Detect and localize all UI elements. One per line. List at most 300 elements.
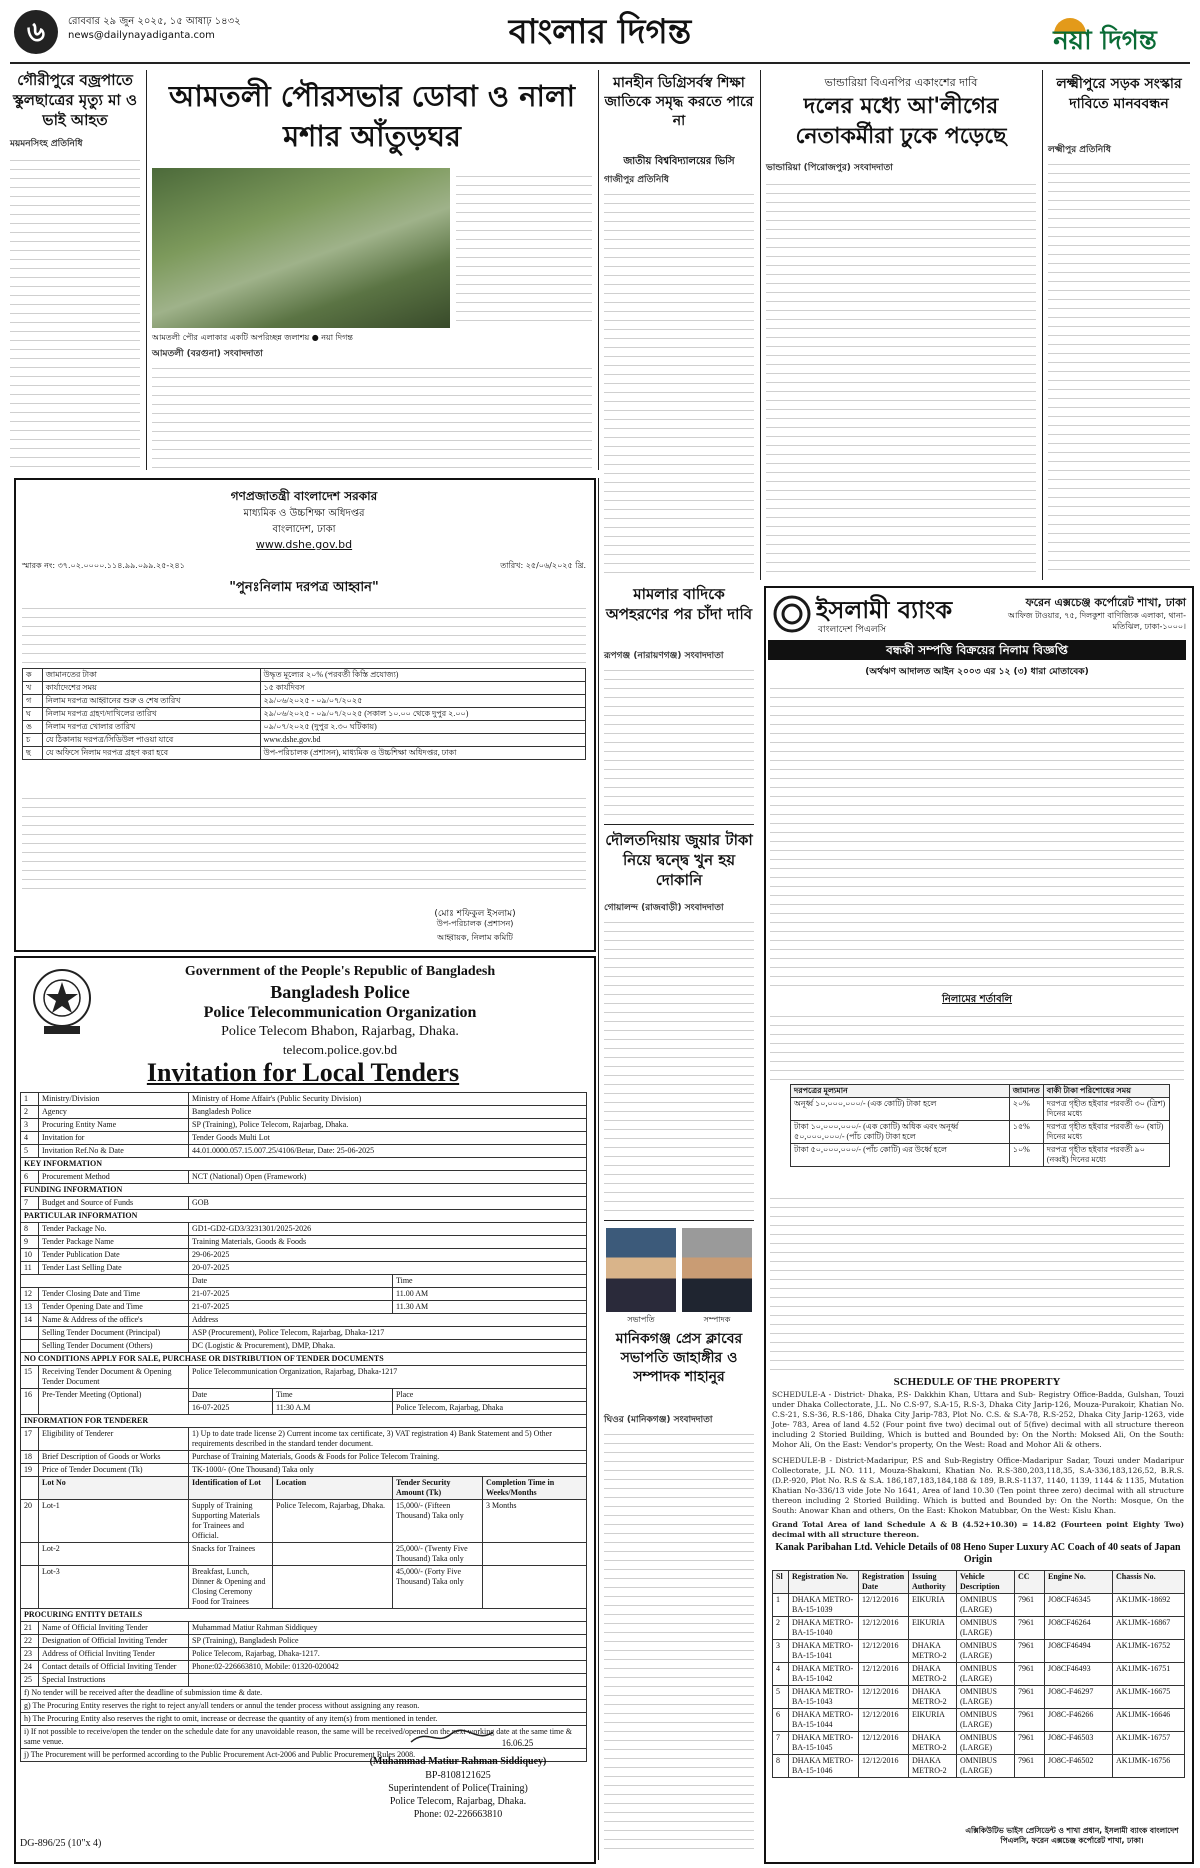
story-amtali-body bbox=[152, 360, 592, 470]
police-dg: DG-896/25 (10"x 4) bbox=[20, 1838, 102, 1849]
police-row bbox=[21, 1262, 587, 1275]
police-row-num: 9 bbox=[21, 1236, 39, 1249]
police-row-key: Address of Official Inviting Tender bbox=[39, 1648, 189, 1661]
vehicle-cc: 7961 bbox=[1015, 1755, 1045, 1778]
dshe-row-value: উপ-পরিচালক (প্রশাসন), মাধ্যমিক ও উচ্চশিক্ষা অধিদপ্তর, ঢাকা bbox=[260, 747, 585, 760]
vehicle-cc: 7961 bbox=[1015, 1663, 1045, 1686]
police-bp: BP-8108121625 bbox=[425, 1770, 491, 1781]
lot-no: Lot-3 bbox=[39, 1566, 189, 1609]
bank-branch-addr: আফিজ টাওয়ার, ৭৫, দিলকুশা বাণিজ্যিক এলাকা, থানা-মতিঝিল, ঢাকা-১০০০। bbox=[1007, 611, 1186, 631]
lot-ident: Supply of Training Supporting Materials for Trainees and Official. bbox=[189, 1500, 273, 1543]
police-lot-head bbox=[21, 1477, 587, 1500]
story-manikganj-headline: মানিকগঞ্জ প্রেস ক্লাবের সভাপতি জাহাঙ্গীর ও সম্পাদক শাহানুর bbox=[615, 1331, 743, 1385]
police-row bbox=[21, 1327, 587, 1340]
vehicle-cc: 7961 bbox=[1015, 1640, 1045, 1663]
police-sign-date: 16.06.25 bbox=[501, 1738, 534, 1748]
police-row-value: Address bbox=[189, 1314, 587, 1327]
police-row-value: DC (Logistic & Procurement), DMP, Dhaka. bbox=[189, 1340, 587, 1353]
vehicle-row bbox=[773, 1732, 1185, 1755]
dateline: রোববার ২৯ জুন ২০২৫, ১৫ আষাঢ় ১৪৩২ bbox=[68, 16, 241, 27]
police-instruction: h) The Procuring Entity also reserves the right to omit, increase or decrease the quantity of any item(s) from mentioned in tender. bbox=[21, 1713, 587, 1726]
vehicle-chassis: AK1JMK-16756 bbox=[1113, 1755, 1185, 1778]
police-row-value: Police Telecom, Rajarbag, Dhaka-1217. bbox=[189, 1648, 587, 1661]
police-opening-num: 13 bbox=[21, 1301, 39, 1314]
bank-conditions-2 bbox=[770, 1190, 1184, 1370]
police-row bbox=[21, 1464, 587, 1477]
police-row-value: Bangladesh Police bbox=[189, 1106, 587, 1119]
manikganj-caption-2: সম্পাদক bbox=[703, 1315, 731, 1324]
dshe-signer: (মোঃ শফিকুল ইসলাম) bbox=[434, 909, 516, 919]
police-instruction: g) The Procuring Entity reserves the right to reject any/all tenders or annul the tender process without assigning any reason. bbox=[21, 1700, 587, 1713]
vehicle-date: 12/12/2016 bbox=[859, 1640, 909, 1663]
vehicle-desc: OMNIBUS (LARGE) bbox=[957, 1594, 1015, 1617]
police-row-value: 20-07-2025 bbox=[189, 1262, 587, 1275]
dshe-row-value: ২৯/০৬/২০২৫ - ০৯/০৭/২০২৫ (সকাল ১০.০০ থেকে দুপুর ২.০০) bbox=[260, 708, 585, 721]
col-rule-5 bbox=[598, 478, 599, 1860]
police-org: Police Telecommunication Organization bbox=[203, 1004, 477, 1021]
vehicle-reg: DHAKA METRO-BA-15-1043 bbox=[789, 1686, 859, 1709]
police-instruction: j) The Procurement will be performed according to the Public Procurement Act-2006 and Public Procurement Rules 2008. bbox=[21, 1749, 587, 1762]
police-row-num bbox=[21, 1327, 39, 1340]
deposit-days: দরপত্র গৃহীত হইবার পরবর্তী ৩০ (ত্রিশ) দিনের মধ্যে bbox=[1043, 1098, 1169, 1121]
police-closing-key: Tender Closing Date and Time bbox=[39, 1288, 189, 1301]
police-row bbox=[21, 1119, 587, 1132]
police-row-key: Procurement Method bbox=[39, 1171, 189, 1184]
police-row bbox=[21, 1249, 587, 1262]
police-section-row bbox=[21, 1158, 587, 1171]
police-lot-head-loc: Location bbox=[273, 1477, 393, 1500]
police-signer: (Muhammad Matiur Rahman Siddiquey) bbox=[369, 1756, 547, 1767]
logo-text: নয়া দিগন্ত bbox=[1053, 26, 1157, 56]
lot-location bbox=[273, 1543, 393, 1566]
police-row-num: 2 bbox=[21, 1106, 39, 1119]
police-row bbox=[21, 1314, 587, 1327]
police-instruction: i) If not possible to receive/open the tender on the schedule date for any unavoidable reason, the same will be received/opened on the next working date at the same time & same venue. bbox=[21, 1726, 587, 1749]
story-bhandaria-body bbox=[766, 176, 1036, 576]
police-row bbox=[21, 1093, 587, 1106]
vehicle-auth: DHAKA METRO-2 bbox=[909, 1663, 957, 1686]
police-row-num: 21 bbox=[21, 1622, 39, 1635]
police-row-value: NCT (National) Open (Framework) bbox=[189, 1171, 587, 1184]
vehicle-sl: 2 bbox=[773, 1617, 789, 1640]
police-web[interactable]: telecom.police.gov.bd bbox=[282, 1042, 398, 1057]
police-row-key: Invitation for bbox=[39, 1132, 189, 1145]
vehicle-sl: 5 bbox=[773, 1686, 789, 1709]
mid-rule-1 bbox=[604, 824, 754, 825]
story-degree-sub: জাতীয় বিশ্ববিদ্যালয়ের ভিসি bbox=[623, 156, 735, 167]
police-row-key: Tender Package Name bbox=[39, 1236, 189, 1249]
vehicle-desc: OMNIBUS (LARGE) bbox=[957, 1755, 1015, 1778]
deposit-amount: টাকা ৫০,০০০,০০০/- (পাঁচ কোটি) এর উর্ধ্বে হলে bbox=[791, 1144, 1010, 1167]
police-funding: FUNDING INFORMATION bbox=[21, 1184, 587, 1197]
bank-schedule-title: SCHEDULE OF THE PROPERTY bbox=[893, 1376, 1061, 1388]
dshe-row-label: কার্যাদেশের সময় bbox=[42, 682, 260, 695]
police-row-value: Muhammad Matiur Rahman Siddiquey bbox=[189, 1622, 587, 1635]
police-row-key: Contact details of Official Inviting Tender bbox=[39, 1661, 189, 1674]
dshe-row bbox=[23, 669, 586, 682]
lot-ident: Snacks for Trainees bbox=[189, 1543, 273, 1566]
police-lot-head-lot: Lot No bbox=[39, 1477, 189, 1500]
vh-date: Registration Date bbox=[859, 1571, 909, 1594]
bank-name: ইসলামী ব্যাংক bbox=[816, 596, 953, 624]
police-dt-blank bbox=[21, 1275, 189, 1288]
police-pretender-head bbox=[21, 1389, 587, 1402]
police-row bbox=[21, 1132, 587, 1145]
police-row bbox=[21, 1236, 587, 1249]
vehicle-reg: DHAKA METRO-BA-15-1040 bbox=[789, 1617, 859, 1640]
police-pretender-num: 16 bbox=[21, 1389, 39, 1415]
police-lot-head-ident: Identification of Lot bbox=[189, 1477, 273, 1500]
police-row-num: 18 bbox=[21, 1451, 39, 1464]
vehicle-reg: DHAKA METRO-BA-15-1046 bbox=[789, 1755, 859, 1778]
dshe-row-no: ছ bbox=[23, 747, 43, 760]
police-opening-date: 21-07-2025 bbox=[189, 1301, 393, 1314]
police-info-tenderer: INFORMATION FOR TENDERER bbox=[21, 1415, 587, 1428]
police-row-num: 11 bbox=[21, 1262, 39, 1275]
police-row bbox=[21, 1635, 587, 1648]
vehicle-cc: 7961 bbox=[1015, 1732, 1045, 1755]
deposit-days: দরপত্র গৃহীত হইবার পরবর্তী ৯০ (নব্বই) দিনের মধ্যে bbox=[1043, 1144, 1169, 1167]
bank-schedule-b: SCHEDULE-B - District-Madaripur, P.S and Sub-Registry Office-Madaripur Sadar, Touzi under Madaripur Collectorate, J.L NO. 111, Mouza-Shakuni, Khatian No. R.S-380,203,118,35, S.A-336,183,126,52, B.R.S. (D.P.-920, Plot No. R.S & S.A. 186,187,183,184,188 & 189, B.R.S-1137, 1140, 1139, 1144 & 1135, Mutation Khatian No-336/13 vide Jote No 1641, Area of land 10.30 (Ten point three zero) decimal with all structure thereon including 2 Storied Building. Which is butted and Bounded by: On the North: Mosque, On the South: Anowar Khan and others, On the East: Khokon Matubbar, On the West: Kislu Khan. bbox=[772, 1456, 1184, 1515]
police-row-num: 14 bbox=[21, 1314, 39, 1327]
dshe-dept: মাধ্যমিক ও উচ্চশিক্ষা অধিদপ্তর bbox=[243, 508, 365, 519]
vehicle-auth: DHAKA METRO-2 bbox=[909, 1732, 957, 1755]
police-row-key: Brief Description of Goods or Works bbox=[39, 1451, 189, 1464]
vehicle-eng: JO8CF46493 bbox=[1045, 1663, 1113, 1686]
dshe-row-value: ০৯/০৭/২০২৫ (দুপুর ২.৩০ ঘটিকায়) bbox=[260, 721, 585, 734]
police-instruction: f) No tender will be received after the deadline of submission time & date. bbox=[21, 1687, 587, 1700]
police-row-key: Budget and Source of Funds bbox=[39, 1197, 189, 1210]
police-row-key: Price of Tender Document (Tk) bbox=[39, 1464, 189, 1477]
police-pretender-h-place: Place bbox=[393, 1389, 587, 1402]
story-gouripur-headline: গৌরীপুরে বজ্রপাতে স্কুলছাত্রের মৃত্যু মা ও ভাই আহত bbox=[12, 71, 138, 129]
story-manikganj-body bbox=[604, 1426, 754, 1856]
story-degree-byline: গাজীপুর প্রতিনিধি bbox=[604, 175, 669, 185]
story-mamla-body bbox=[604, 662, 754, 818]
vehicle-sl: 1 bbox=[773, 1594, 789, 1617]
vehicle-sl: 7 bbox=[773, 1732, 789, 1755]
police-row-num: 23 bbox=[21, 1648, 39, 1661]
bank-logo-icon bbox=[772, 594, 812, 634]
police-row-value: Purchase of Training Materials, Goods & Foods for Police Telecom Training. bbox=[189, 1451, 587, 1464]
dshe-row-value: উদ্ধৃত মূল্যের ২০% (পরবর্তী কিস্তি প্রযোজ্য) bbox=[260, 669, 585, 682]
story-manikganj-byline: ঘিওর (মানিকগঞ্জ) সংবাদদাতা bbox=[604, 1415, 713, 1425]
lot-security: 15,000/- (Fifteen Thousand) Taka only bbox=[393, 1500, 483, 1543]
lot-num: 20 bbox=[21, 1500, 39, 1543]
police-row bbox=[21, 1223, 587, 1236]
police-row bbox=[21, 1648, 587, 1661]
police-row-num: 15 bbox=[21, 1366, 39, 1389]
police-row-num: 1 bbox=[21, 1093, 39, 1106]
story-bhandaria-headline: দলের মধ্যে আ'লীগের নেতাকর্মীরা ঢুকে পড়েছে bbox=[795, 94, 1007, 149]
police-no-cond: NO CONDITIONS APPLY FOR SALE, PURCHASE OR DISTRIBUTION OF TENDER DOCUMENTS bbox=[21, 1353, 587, 1366]
police-lot-head-time: Completion Time in Weeks/Months bbox=[483, 1477, 587, 1500]
police-instruction-row bbox=[21, 1700, 587, 1713]
vehicle-date: 12/12/2016 bbox=[859, 1617, 909, 1640]
police-row-num: 6 bbox=[21, 1171, 39, 1184]
bank-body bbox=[770, 680, 1184, 986]
deposit-head-days: বাকী টাকা পরিশোধের সময় bbox=[1043, 1085, 1169, 1098]
dshe-notes bbox=[22, 790, 586, 890]
vehicle-desc: OMNIBUS (LARGE) bbox=[957, 1617, 1015, 1640]
police-opening-key: Tender Opening Date and Time bbox=[39, 1301, 189, 1314]
bank-law: (অর্থঋণ আদালত আইন ২০০৩ এর ১২ (৩) ধারা মোতাবেক) bbox=[865, 667, 1089, 677]
dshe-row-no: চ bbox=[23, 734, 43, 747]
police-row-value: 29-06-2025 bbox=[189, 1249, 587, 1262]
vehicle-chassis: AK1JMK-16675 bbox=[1113, 1686, 1185, 1709]
story-bhandaria-byline: ভান্ডারিয়া (পিরোজপুর) সংবাদদাতা bbox=[766, 163, 893, 173]
police-dt-date: Date bbox=[189, 1275, 393, 1288]
police-row-num: 7 bbox=[21, 1197, 39, 1210]
story-mamla-byline: রূপগঞ্জ (নারায়ণগঞ্জ) সংবাদদাতা bbox=[604, 651, 724, 661]
police-emblem-icon bbox=[30, 966, 94, 1036]
vehicle-sl: 6 bbox=[773, 1709, 789, 1732]
police-row-num: 19 bbox=[21, 1464, 39, 1477]
dshe-row-label: নিলাম দরপত্র আহ্বানের শুরু ও শেষ তারিখ bbox=[42, 695, 260, 708]
vehicle-sl: 4 bbox=[773, 1663, 789, 1686]
vehicle-eng: JO8CF46264 bbox=[1045, 1617, 1113, 1640]
vehicle-desc: OMNIBUS (LARGE) bbox=[957, 1663, 1015, 1686]
deposit-percent: ১০% bbox=[1009, 1144, 1043, 1167]
story-amtali-caption: আমতলী পৌর এলাকার একটি অপরিচ্ছন্ন জলাশয় ● নয়া দিগন্ত bbox=[152, 333, 353, 342]
dshe-url[interactable]: www.dshe.gov.bd bbox=[255, 538, 353, 551]
police-lot-row bbox=[21, 1566, 587, 1609]
email: news@dailynayadiganta.com bbox=[68, 30, 215, 41]
lot-security: 25,000/- (Twenty Five Thousand) Taka only bbox=[393, 1543, 483, 1566]
signature-icon bbox=[407, 1728, 497, 1746]
police-row-value: Phone:02-226663810, Mobile: 01320-020042 bbox=[189, 1661, 587, 1674]
police-opening bbox=[21, 1301, 587, 1314]
lot-time bbox=[483, 1543, 587, 1566]
manikganj-photo-1 bbox=[606, 1228, 676, 1312]
police-pretender-date: 16-07-2025 bbox=[189, 1402, 273, 1415]
police-row-num: 10 bbox=[21, 1249, 39, 1262]
vehicle-auth: DHAKA METRO-2 bbox=[909, 1640, 957, 1663]
col-rule-3 bbox=[760, 70, 761, 580]
deposit-amount: অনূর্ধ্ব ১০,০০০,০০০/- (এক কোটি) টাকা হলে bbox=[791, 1098, 1010, 1121]
dshe-row-value: ২৯/০৬/২০২৫ - ০৯/০৭/২০২৫ bbox=[260, 695, 585, 708]
vehicle-date: 12/12/2016 bbox=[859, 1663, 909, 1686]
deposit-head-deposit: জামানত bbox=[1009, 1085, 1043, 1098]
police-row bbox=[21, 1451, 587, 1464]
vehicle-cc: 7961 bbox=[1015, 1686, 1045, 1709]
story-bhandaria-kicker: ভান্ডারিয়া বিএনপির একাংশের দাবি bbox=[824, 76, 978, 89]
police-row-key: Agency bbox=[39, 1106, 189, 1119]
dshe-signer-role: আহ্বায়ক, নিলাম কমিটি bbox=[437, 933, 513, 942]
bank-vehicle-table bbox=[772, 1570, 1185, 1778]
bank-schedule-a: SCHEDULE-A - District- Dhaka, P.S- Dakkhin Khan, Uttara and Sub- Registry Office-Badda, Gulshan, Touzi under Dhaka Collectorate, J.L. No C.S-97, S.A-15, R.S-3, Dhaka City Jarip-126, Mouza-Purakoir, Khatian No. C.S-21, S.S-36, R.S-186, Dhaka City Jarip-783, Plot No. C.S. & S.A-78, R.S-252, Dhaka City Jarip-1263, vide Jote- 783, Area of land 4.52 (Four point five two) decimal out of 5(five) decimal with all structure thereon including 2 Storied Building, Which is butted and Bounded by: On the North: Moksed Ali, On the South: Mohor Ali, On the East: Vendor's property, On the West: Road and Mohor Ali & others. bbox=[772, 1390, 1184, 1449]
lot-ident: Breakfast, Lunch, Dinner & Opening and Closing Ceremony Food for Trainees bbox=[189, 1566, 273, 1609]
police-section-row bbox=[21, 1415, 587, 1428]
vehicle-row bbox=[773, 1709, 1185, 1732]
police-agency: Bangladesh Police bbox=[270, 982, 410, 1002]
dshe-row-no: গ bbox=[23, 695, 43, 708]
police-lot-head-sec: Tender Security Amount (Tk) bbox=[393, 1477, 483, 1500]
police-row-value: SP (Training), Bangladesh Police bbox=[189, 1635, 587, 1648]
police-title: Invitation for Local Tenders bbox=[146, 1058, 460, 1087]
bank-vehicle-title: Kanak Paribahan Ltd. Vehicle Details of 08 Heno Super Luxury AC Coach of 40 seats of Japan Origin bbox=[775, 1542, 1181, 1565]
police-closing bbox=[21, 1288, 587, 1301]
logo bbox=[1020, 12, 1190, 56]
vehicle-reg: DHAKA METRO-BA-15-1045 bbox=[789, 1732, 859, 1755]
lot-time bbox=[483, 1566, 587, 1609]
vehicle-row bbox=[773, 1755, 1185, 1778]
vh-sl: Sl bbox=[773, 1571, 789, 1594]
police-pretender-key: Pre-Tender Meeting (Optional) bbox=[39, 1389, 189, 1415]
police-key-info: KEY INFORMATION bbox=[21, 1158, 587, 1171]
vehicle-reg: DHAKA METRO-BA-15-1039 bbox=[789, 1594, 859, 1617]
police-closing-date: 21-07-2025 bbox=[189, 1288, 393, 1301]
vehicle-auth: DHAKA METRO-2 bbox=[909, 1686, 957, 1709]
deposit-row bbox=[791, 1144, 1170, 1167]
police-signature bbox=[360, 1728, 580, 1750]
police-pretender-place: Police Telecom, Rajarbag, Dhaka bbox=[393, 1402, 587, 1415]
dshe-signer-title: উপ-পরিচালক (প্রশাসন) bbox=[436, 919, 514, 928]
dshe-row-label: যে ঠিকানায় দরপত্র/সিডিউল পাওয়া যাবে bbox=[42, 734, 260, 747]
bank-deposit-table bbox=[790, 1084, 1170, 1167]
deposit-head-amount: দরপত্রের মূল্যমান bbox=[791, 1085, 1010, 1098]
vehicle-reg: DHAKA METRO-BA-15-1044 bbox=[789, 1709, 859, 1732]
police-section-row bbox=[21, 1353, 587, 1366]
deposit-amount: টাকা ১০,০০০,০০০/- (এক কোটি) অধিক এবং অনূর্ধ্ব ৫০,০০০,০০০/- (পাঁচ কোটি) টাকা হলে bbox=[791, 1121, 1010, 1144]
police-row-value: 44.01.0000.057.15.007.25/4106/Betar, Date: 25-06-2025 bbox=[189, 1145, 587, 1158]
story-laxmipur-headline: লক্ষ্মীপুরে সড়ক সংস্কার দাবিতে মানববন্ধন bbox=[1056, 76, 1182, 112]
bank-branch: ফরেন এক্সচেঞ্জ কর্পোরেট শাখা, ঢাকা bbox=[1025, 596, 1186, 609]
police-row-num: 4 bbox=[21, 1132, 39, 1145]
police-section-row bbox=[21, 1210, 587, 1223]
police-row-key: Eligibility of Tenderer bbox=[39, 1428, 189, 1451]
dshe-row bbox=[23, 708, 586, 721]
vehicle-date: 12/12/2016 bbox=[859, 1732, 909, 1755]
dshe-row-label: নিলাম দরপত্র গ্রহণ/দাখিলের তারিখ bbox=[42, 708, 260, 721]
col-rule-1 bbox=[146, 70, 147, 470]
police-section-row bbox=[21, 1609, 587, 1622]
vehicle-auth: EIKURIA bbox=[909, 1709, 957, 1732]
police-procuring: PROCURING ENTITY DETAILS bbox=[21, 1609, 587, 1622]
story-degree-body bbox=[604, 186, 754, 576]
vehicle-cc: 7961 bbox=[1015, 1594, 1045, 1617]
col-rule-4 bbox=[1042, 70, 1043, 580]
vehicle-chassis: AK1JMK-18692 bbox=[1113, 1594, 1185, 1617]
vehicle-chassis: AK1JMK-16752 bbox=[1113, 1640, 1185, 1663]
vehicle-date: 12/12/2016 bbox=[859, 1709, 909, 1732]
vehicle-row bbox=[773, 1663, 1185, 1686]
story-amtali-body-right bbox=[456, 168, 592, 328]
police-row-key: Selling Tender Document (Others) bbox=[39, 1340, 189, 1353]
vh-desc: Vehicle Description bbox=[957, 1571, 1015, 1594]
police-row bbox=[21, 1428, 587, 1451]
police-instruction-row bbox=[21, 1713, 587, 1726]
dshe-row-no: খ bbox=[23, 682, 43, 695]
dshe-gov: গণপ্রজাতন্ত্রী বাংলাদেশ সরকার bbox=[230, 489, 378, 503]
vehicle-eng: JO8CF46345 bbox=[1045, 1594, 1113, 1617]
police-row-key: Selling Tender Document (Principal) bbox=[39, 1327, 189, 1340]
dshe-memo: স্মারক নং: ৩৭.০২.০০০০.১১৪.৯৯.০৯৯.২৫-২৪১ bbox=[22, 561, 185, 570]
col-rule-2 bbox=[598, 70, 599, 470]
bank-grand-total: Grand Total Area of land Schedule A & B (4.52+10.30) = 14.82 (Fourteen point Eighty Two) decimal with all structure thereon. bbox=[772, 1520, 1184, 1539]
dshe-row-no: ক bbox=[23, 669, 43, 682]
page-number-badge: ৬ bbox=[14, 10, 58, 54]
vehicle-chassis: AK1JMK-16646 bbox=[1113, 1709, 1185, 1732]
story-gouripur-byline: ময়মনসিংহ প্রতিনিধি bbox=[10, 139, 83, 149]
story-amtali-byline: আমতলী (বরগুনা) সংবাদদাতা bbox=[152, 349, 263, 359]
police-row-value: GOB bbox=[189, 1197, 587, 1210]
story-amtali-headline: আমতলী পৌরসভার ডোবা ও নালা মশার আঁতুড়ঘর bbox=[169, 79, 575, 153]
lot-num bbox=[21, 1543, 39, 1566]
deposit-row bbox=[791, 1121, 1170, 1144]
police-row-value bbox=[189, 1674, 587, 1687]
police-row-key: Procuring Entity Name bbox=[39, 1119, 189, 1132]
police-pretender-h-time: Time bbox=[273, 1389, 393, 1402]
dshe-row bbox=[23, 695, 586, 708]
vehicle-sl: 3 bbox=[773, 1640, 789, 1663]
vehicle-reg: DHAKA METRO-BA-15-1041 bbox=[789, 1640, 859, 1663]
police-section-row bbox=[21, 1184, 587, 1197]
vehicle-date: 12/12/2016 bbox=[859, 1686, 909, 1709]
vehicle-auth: EIKURIA bbox=[909, 1594, 957, 1617]
vehicle-row bbox=[773, 1617, 1185, 1640]
police-table bbox=[20, 1092, 587, 1762]
police-row-num: 8 bbox=[21, 1223, 39, 1236]
story-daulatdia-byline: গোয়ালন্দ (রাজবাড়ী) সংবাদদাতা bbox=[604, 903, 724, 913]
manikganj-photo-2 bbox=[682, 1228, 752, 1312]
police-row-num bbox=[21, 1340, 39, 1353]
vehicle-chassis: AK1JMK-16751 bbox=[1113, 1663, 1185, 1686]
police-row-key: Tender Publication Date bbox=[39, 1249, 189, 1262]
vehicle-chassis: AK1JMK-16867 bbox=[1113, 1617, 1185, 1640]
bank-sub: বাংলাদেশ পিএলসি bbox=[818, 625, 887, 635]
lot-location bbox=[273, 1566, 393, 1609]
dshe-row bbox=[23, 721, 586, 734]
story-amtali-photo bbox=[152, 168, 450, 328]
deposit-row bbox=[791, 1098, 1170, 1121]
vh-reg: Registration No. bbox=[789, 1571, 859, 1594]
police-row-value: SP (Training), Police Telecom, Rajarbag, Dhaka. bbox=[189, 1119, 587, 1132]
story-daulatdia-body bbox=[604, 914, 754, 1214]
story-mamla-headline: মামলার বাদিকে অপহরণের পর চাঁদা দাবি bbox=[605, 585, 753, 623]
deposit-percent: ২০% bbox=[1009, 1098, 1043, 1121]
police-row-key: Ministry/Division bbox=[39, 1093, 189, 1106]
dshe-row-no: ঘ bbox=[23, 708, 43, 721]
police-lot-row bbox=[21, 1500, 587, 1543]
police-lot-head-blank bbox=[21, 1477, 39, 1500]
dshe-row-label: জামানতের টাকা bbox=[42, 669, 260, 682]
mid-rule-2 bbox=[604, 1220, 754, 1221]
police-row bbox=[21, 1145, 587, 1158]
bank-conditions bbox=[770, 1008, 1184, 1080]
police-address: Police Telecom Bhabon, Rajarbag, Dhaka. bbox=[221, 1024, 459, 1039]
police-row-key: Tender Last Selling Date bbox=[39, 1262, 189, 1275]
police-particular: PARTICULAR INFORMATION bbox=[21, 1210, 587, 1223]
police-row-value: Police Telecommunication Organization, Rajarbag, Dhaka-1217 bbox=[189, 1366, 587, 1389]
police-row bbox=[21, 1106, 587, 1119]
story-degree-headline: মানহীন ডিগ্রিসর্বস্ব শিক্ষা জাতিকে সমৃদ্ধ করতে পারে না bbox=[604, 75, 754, 129]
police-lot-row bbox=[21, 1543, 587, 1566]
lot-no: Lot-2 bbox=[39, 1543, 189, 1566]
police-row-key: Invitation Ref.No & Date bbox=[39, 1145, 189, 1158]
police-row bbox=[21, 1366, 587, 1389]
dshe-intro bbox=[22, 600, 586, 664]
police-row-value: 1) Up to date trade license 2) Current income tax certificate, 3) VAT registration 4) Bank Statement and 5) Other requirements described in the standard tender document. bbox=[189, 1428, 587, 1451]
dshe-row-no: ঙ bbox=[23, 721, 43, 734]
police-closing-num: 12 bbox=[21, 1288, 39, 1301]
vehicle-auth: DHAKA METRO-2 bbox=[909, 1755, 957, 1778]
dshe-row-label: নিলাম দরপত্র খোলার তারিখ bbox=[42, 721, 260, 734]
vh-cc: CC bbox=[1015, 1571, 1045, 1594]
vehicle-desc: OMNIBUS (LARGE) bbox=[957, 1709, 1015, 1732]
police-signer-title: Superintendent of Police(Training) bbox=[388, 1783, 528, 1794]
police-row bbox=[21, 1340, 587, 1353]
